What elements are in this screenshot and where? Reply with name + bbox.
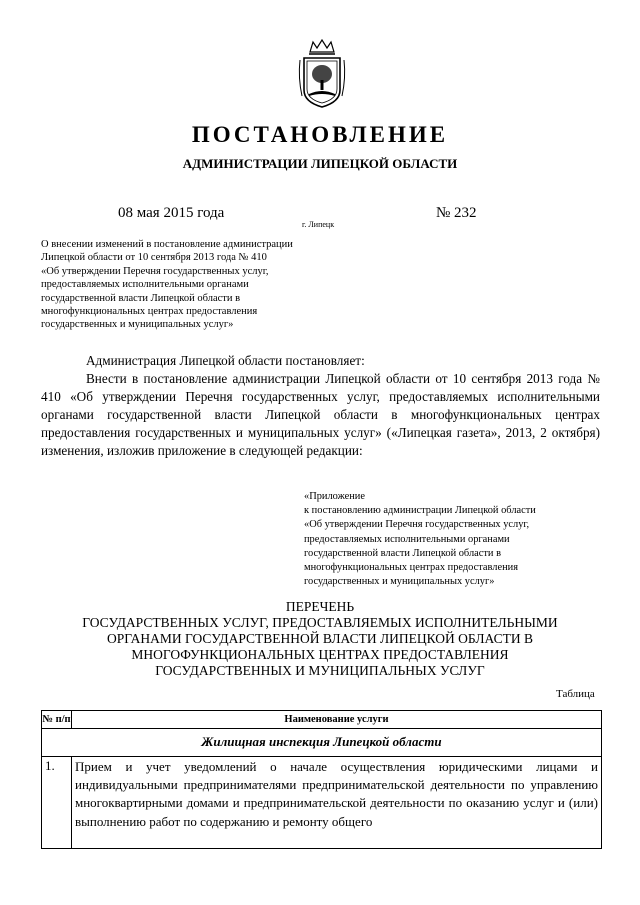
document-city: г. Липецк [302, 220, 335, 229]
resolution-body: Внести в постановление администрации Липецкой области от 10 сентября 2013 года № 410 «Об утверждении Перечня государственных услуг, предоставляемых исполнительными органами государственной власти Липецкой области в многофункциональных центрах предоставления государственных и муниципальных услуг» («Липецкая газета», 2013, 2 октября) изменения, изложив приложение в следующей редакции: [41, 371, 600, 458]
table-header-row [42, 711, 602, 729]
document-title: ПОСТАНОВЛЕНИЕ [191, 122, 449, 147]
table-label: Таблица [556, 688, 595, 700]
document-subtitle: АДМИНИСТРАЦИИ ЛИПЕЦКОЙ ОБЛАСТИ [182, 156, 458, 171]
column-header-name: Наименование услуги [72, 711, 602, 729]
row-number: 1. [42, 757, 72, 849]
services-table [41, 710, 602, 849]
coat-of-arms-emblem [296, 38, 348, 110]
group-label: Жилищная инспекция Липецкой области [42, 729, 602, 757]
resolution-intro: Администрация Липецкой области постановляет: [86, 353, 365, 368]
table-group-row [42, 729, 602, 757]
appendix-header: «Приложение к постановлению администрации Липецкой области «Об утверждении Перечня государственных услуг, предоставляемых исполнительными органами государственной власти Липецкой области в многофункциональных центрах предоставления государственных и муниципальных услуг» [304, 491, 536, 588]
row-service-name: Прием и учет уведомлений о начале осуществления юридическими лицами и индивидуальными предпринимателями предпринимательской деятельности по управлению многоквартирными домами и предпринимательской деятельности по оказанию услуг и (или) выполнению работ по содержанию и ремонту общего [72, 757, 602, 849]
list-title: ПЕРЕЧЕНЬ ГОСУДАРСТВЕННЫХ УСЛУГ, ПРЕДОСТАВЛЯЕМЫХ ИСПОЛНИТЕЛЬНЫМИ ОРГАНАМИ ГОСУДАРСТВЕННОЙ ВЛАСТИ ЛИПЕЦКОЙ ОБЛАСТИ В МНОГОФУНКЦИОНАЛЬНЫХ ЦЕНТРАХ ПРЕДОСТАВЛЕНИЯ ГОСУДАРСТВЕННЫХ И МУНИЦИПАЛЬНЫХ УСЛУГ [82, 599, 558, 678]
document-subject: О внесении изменений в постановление администрации Липецкой области от 10 сентября 2013 года № 410 «Об утверждении Перечня государственных услуг, предоставляемых исполнительными органами государственной власти Липецкой области в многофункциональных центрах предоставления государственных и муниципальных услуг» [41, 239, 293, 331]
document-number: № 232 [436, 205, 477, 221]
document-date: 08 мая 2015 года [118, 205, 225, 221]
column-header-number: № п/п [42, 711, 72, 729]
table-row [42, 757, 602, 849]
